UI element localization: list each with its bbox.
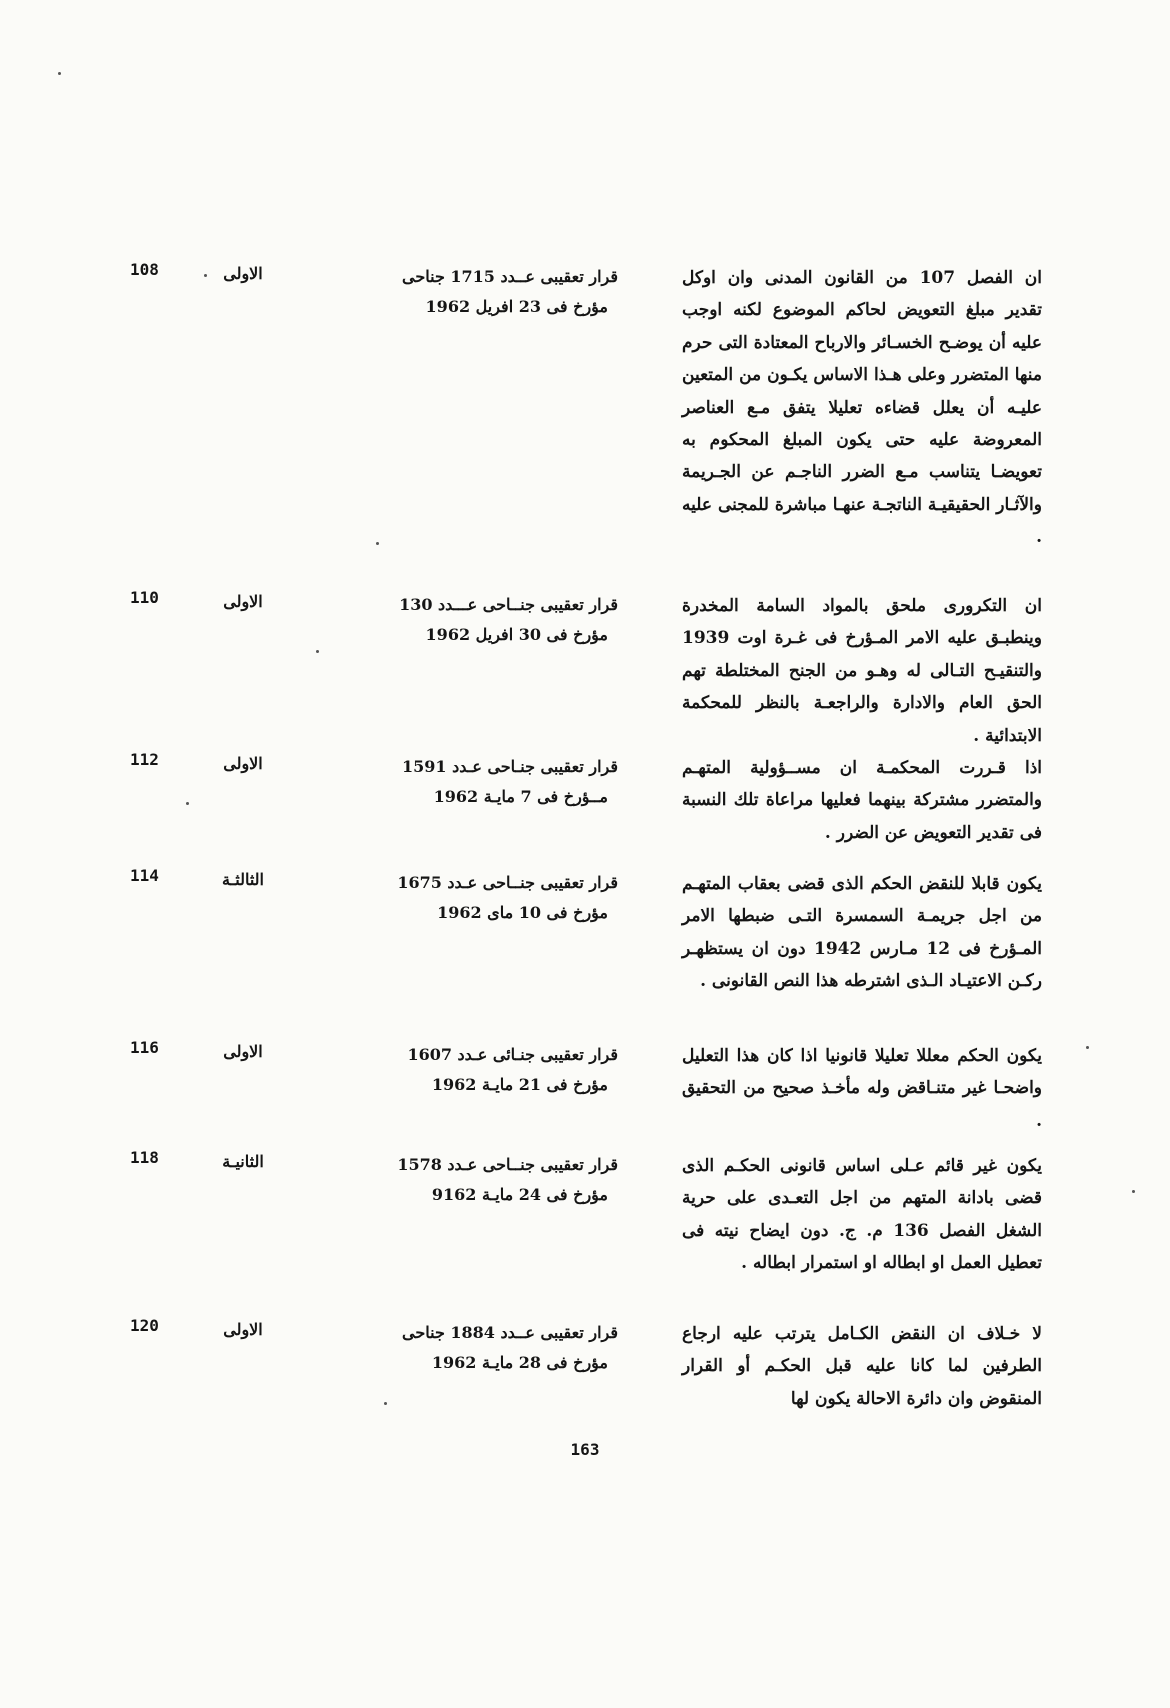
scan-speck xyxy=(376,542,379,545)
scan-speck xyxy=(186,802,189,805)
chamber: الثالثـة xyxy=(222,870,264,889)
decision-date: مؤرخ فى 21 مايـة 1962 xyxy=(431,1075,608,1094)
page-number: 163 xyxy=(570,1440,600,1459)
ruling-summary: ان الفصل 107 من القانون المدنى وان اوكل تقدير مبلغ التعويض لحاكم الموضوع لكنه اوجب عليه أن يوضـح الخسـائر والارباح المعتادة التى حرم منها المتضرر وعلى هـذا الاساس يكـون من المتعين عليـه أن يعلل قضاءه تعليلا يتفق مـع العناصر المعروضة عليه حتى يكون المبلغ المحكوم به تعويضـا يتناسب مـع الضرر الناجـم عن الجـريمة والآثـار الحقيقيـة الناتجـة عنهـا مباشرة للمجنى عليه . xyxy=(682,268,1042,548)
scan-speck xyxy=(204,274,207,277)
ruling-summary: يكون قابلا للنقض الحكم الذى قضى بعقاب المتهـم من اجل جريمـة السمسرة التـى ضبطها الامر المـؤرخ فى 12 مـارس 1942 دون ان يستظهـر ركـن الاعتيـاد الـذى اشترطه هذا النص القانونى . xyxy=(682,874,1042,992)
decision-number: قرار تعقيبى جنـائى عـدد 1607 xyxy=(407,1045,618,1064)
page-reference: 112 xyxy=(130,750,159,769)
chamber: الاولى xyxy=(223,264,263,283)
chamber: الاولى xyxy=(223,754,263,773)
decision-date: مؤرخ فى 28 مايـة 1962 xyxy=(431,1353,608,1372)
page-reference: 110 xyxy=(130,588,159,607)
decision-date: مــؤرخ فى 7 مايـة 1962 xyxy=(433,787,608,806)
ruling-summary: يكون الحكم معللا تعليلا قانونيا اذا كان هذا التعليل واضحـا غير متنـاقض وله مأخـذ صحيح من التحقيق . xyxy=(682,1046,1042,1131)
decision-reference xyxy=(328,1318,618,1378)
page-reference: 108 xyxy=(130,260,159,279)
decision-number: قرار تعقيبى جنـاحى عـدد 1591 xyxy=(402,757,618,776)
page-reference: 116 xyxy=(130,1038,159,1057)
decision-reference xyxy=(328,590,618,650)
decision-number: قرار تعقيبى عــدد 1884 جناحى xyxy=(402,1323,618,1342)
decision-number: قرار تعقيبى جنــاحى عـدد 1675 xyxy=(397,873,618,892)
decision-date: مؤرخ فى 23 افريل 1962 xyxy=(425,297,608,316)
decision-reference xyxy=(328,868,618,928)
decision-reference xyxy=(328,1150,618,1210)
decision-number: قرار تعقيبى عــدد 1715 جناحى xyxy=(402,267,618,286)
decision-reference xyxy=(328,1040,618,1100)
decision-date: مؤرخ فى 24 مايـة 9162 xyxy=(431,1185,608,1204)
scan-speck xyxy=(58,72,61,75)
page-reference: 114 xyxy=(130,866,159,885)
scan-speck xyxy=(384,1402,387,1405)
ruling-summary: ان التكرورى ملحق بالمواد السامة المخدرة وينطبـق عليه الامر المـؤرخ فى غـرة اوت 1939 والتنقيـح التـالى له وهـو من الجنح المختلطة تهم الحق العام والادارة والراجعـة بالنظر للمحكمة الابتدائية . xyxy=(682,596,1042,746)
decision-date: مؤرخ فى 30 افريل 1962 xyxy=(425,625,608,644)
chamber: الاولى xyxy=(223,1320,263,1339)
decision-reference xyxy=(328,262,618,322)
chamber: الاولى xyxy=(223,592,263,611)
scan-speck xyxy=(316,650,319,653)
decision-number: قرار تعقيبى جنــاحى عـدد 1578 xyxy=(397,1155,618,1174)
chamber: الثانيـة xyxy=(222,1152,264,1171)
ruling-summary: يكون غير قائم عـلى اساس قانونى الحكـم الذى قضى بادانة المتهم من اجل التعـدى على حرية الشغل الفصل 136 م. ج. دون ايضاح نيته فى تعطيل العمل او ابطاله او استمرار ابطاله . xyxy=(682,1156,1042,1274)
ruling-summary: لا خـلاف ان النقض الكـامل يترتب عليه ارجاع الطرفين لما كانا عليه قبل الحكـم أو القرار المنقوض وان دائرة الاحالة يكون لها xyxy=(682,1324,1042,1409)
scan-speck xyxy=(1132,1190,1135,1193)
scan-speck xyxy=(1086,1046,1089,1049)
decision-number: قرار تعقيبى جنــاحى عـــدد 130 xyxy=(399,595,618,614)
page-reference: 120 xyxy=(130,1316,159,1335)
ruling-summary: اذا قـررت المحكمـة ان مســؤولية المتهـم والمتضرر مشتركة بينهما فعليها مراعاة تلك النسبة فى تقدير التعويض عن الضرر . xyxy=(682,758,1042,843)
decision-reference xyxy=(328,752,618,812)
chamber: الاولى xyxy=(223,1042,263,1061)
decision-date: مؤرخ فى 10 ماى 1962 xyxy=(437,903,608,922)
page-reference: 118 xyxy=(130,1148,159,1167)
